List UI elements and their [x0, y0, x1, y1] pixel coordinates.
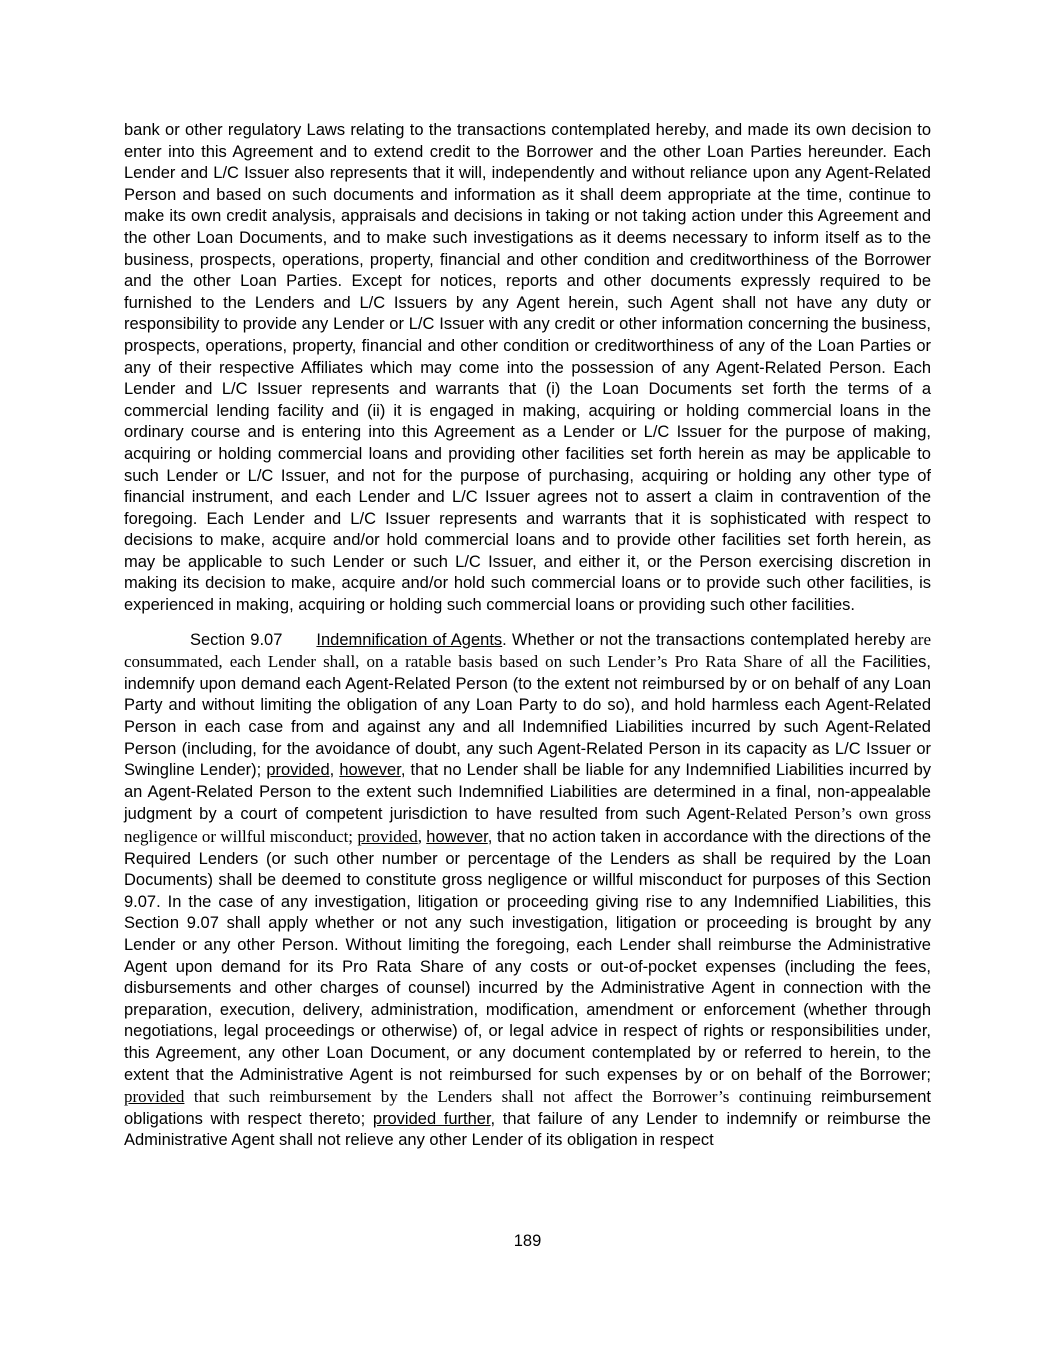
underlined-text-run: provided further: [372, 1109, 491, 1128]
underlined-text-run: provided: [266, 761, 330, 780]
text-run: Facilities, indemnify upon demand each Agent-Related Person (to the extent not reimbursed by or on behalf of any Loan Party and without limiting the obligation of any Loan Party to do so), and hold harmless each Agent-Related Person in each case from and against any and all Indemnified Liabilities incurred by such Agent-Related Person (including, for the avoidance of doubt, any such Agent-Related Person in its capacity as L/C Issuer or Swingline Lender);: [124, 653, 931, 780]
document-text: [124, 120, 931, 1152]
text-run: ,: [329, 761, 340, 780]
text-run: bank or other regulatory Laws relating to the transactions contemplated hereby, and made its own decision to enter into this Agreement and to extend credit to the Borrower and the other Loan Parties hereunder. Each Lender and L/C Issuer also represents that it will, independently and without reliance upon any Agent-Related Person and based on such documents and information as it shall deem appropriate at the time, continue to make its own credit analysis, appraisals and decisions in taking or not taking action under this Agreement and the other Loan Documents, and to make such investigations as it deems necessary to inform itself as to the business, prospects, operations, property, financial and other condition and creditworthiness of the Borrower and the other Loan Parties. Except for notices, reports and other documents expressly required to be furnished to the Lenders and L/C Issuers by any Agent herein, such Agent shall not have any duty or responsibility to provide any Lender or L/C Issuer with any credit or other information concerning the business, prospects, operations, property, financial and other condition or creditworthiness of any of the Loan Parties or any of their respective Affiliates which may come into the possession of any Agent-Related Person. Each Lender and L/C Issuer represents and warrants that (i) the Loan Documents set forth the terms of a commercial lending facility and (ii) it is engaged in making, acquiring or holding commercial loans in the ordinary course and is entering into this Agreement as a Lender or L/C Issuer for the purpose of making, acquiring or holding commercial loans and providing other facilities set forth herein as may be applicable to such Lender or L/C Issuer, and not for the purpose of purchasing, acquiring or holding any other type of financial instrument, and each Lender and L/C Issuer agrees not to assert a claim in contravention of the foregoing. Each Lender and L/C Issuer represents and warrants that it is sophisticated with respect to decisions to make, acquire and/or hold commercial loans and to provide other facilities set forth herein, as may be applicable to such Lender or such L/C Issuer, and either it, or the Person exercising discretion in making its decision to make, acquire and/or hold such commercial loans or to provide such other facilities, is experienced in making, acquiring or holding such commercial loans or providing such other facilities.: [124, 121, 931, 615]
text-run: are consummated, each Lender shall, on a ratable basis based on such Lender’s Pro Rata Share of all the: [124, 629, 932, 672]
underlined-text-run: however: [339, 761, 401, 780]
text-run: , that failure of any Lender to indemnify or reimburse the Administrative Agent shall not relieve any other Lender of its obligation in respect: [124, 1109, 931, 1150]
underlined-text-run: provided: [124, 1087, 185, 1107]
text-run: , that no action taken in accordance with the directions of the Required Lenders (or such other number or percentage of the Lenders as shall be required by the Loan Documents) shall be deemed to constitute gross negligence or willful misconduct for purposes of this Section 9.07. In the case of any investigation, litigation or proceeding giving rise to any Indemnified Liabilities, this Section 9.07 shall apply whether or not any such investigation, litigation or proceeding is brought by any Lender or any other Person. Without limiting the foregoing, each Lender shall reimburse the Administrative Agent upon demand for its Pro Rata Share of any costs or out-of-pocket expenses (including the fees, disbursements and other charges of counsel) incurred by the Administrative Agent in connection with the preparation, execution, delivery, administration, modification, amendment or enforcement (whether through negotiations, legal proceedings or otherwise) of, or legal advice in respect of rights or responsibilities under, this Agreement, any other Loan Document, or any document contemplated by or referred to herein, to the extent that the Administrative Agent is not reimbursed for such expenses by or on behalf of the Borrower;: [124, 828, 932, 1084]
text-run: ,: [417, 827, 427, 846]
page-number: 189: [513, 1232, 542, 1250]
text-run: Section 9.07: [190, 630, 283, 649]
underlined-text-run: Indemnification of Agents: [316, 630, 503, 649]
text-run: that such reimbursement by the Lenders shall not affect the Borrower’s continuing: [184, 1087, 821, 1107]
text-run: reimbursement obligations with respect thereto;: [124, 1088, 931, 1128]
underlined-text-run: provided: [357, 827, 418, 846]
paragraph-lender-representations: [124, 120, 931, 617]
text-run: , that no Lender shall be liable for any Indemnified Liabilities incurred by an Agent-Related Person to the extent such Indemnified Liabilities are determined in a final, non-appealable judgment by a court of competent jurisdiction to have resulted from such Agent-: [124, 761, 932, 824]
text-run: Related Person’s own gross negligence or willful misconduct;: [124, 804, 931, 846]
underlined-text-run: however: [426, 828, 488, 846]
text-run: . Whether or not the transactions contemplated hereby: [502, 630, 911, 649]
paragraph-section-9-07-indemnification: [124, 629, 931, 1152]
